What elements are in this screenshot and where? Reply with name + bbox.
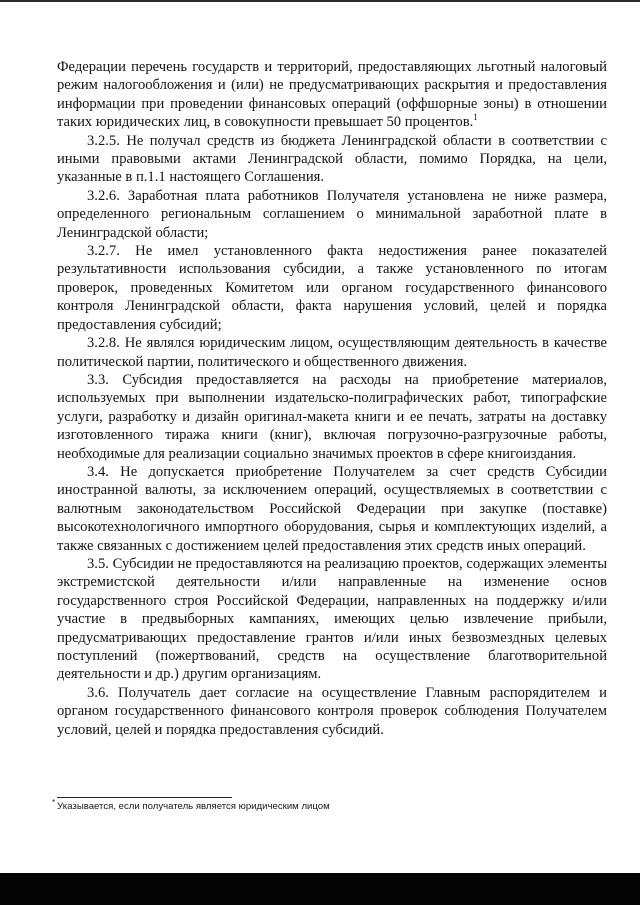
scan-bottom-band — [0, 873, 640, 905]
document-body — [57, 58, 607, 739]
paragraph-offshore: Федерации перечень государств и территорий, предоставляющих льготный налоговый режим налогообложения и (или) не предусматривающих раскрытия и предоставления информации при проведении финансовых операций (оффшорные зоны) в отношении таких юридических лиц, в совокупности превышает 50 процентов.$^1$ — [57, 59, 607, 131]
footnote-reference: 1 — [473, 112, 478, 123]
footnote-text: Указывается, если получатель является юридическим лицом — [57, 801, 330, 812]
paragraph-3-2-5: 3.2.5. Не получал средств из бюджета Ленинградской области в соответствии с иными правовыми актами Ленинградской области, помимо Порядка, на цели, указанные в п.1.1 настоящего Соглашения. — [57, 132, 607, 186]
paragraph-3-2-8: 3.2.8. Не являлся юридическим лицом, осуществляющим деятельность в качестве политической партии, политического и общественного движения. — [57, 335, 607, 370]
paragraph-3-2-7: 3.2.7. Не имел установленного факта недостижения ранее показателей результативности использования субсидии, а также установленного по итогам проверок, проведенных Комитетом или органом государственного финансового контроля Ленинградской области, факта нарушения условий, целей и порядка предоставления субсидий; — [57, 243, 607, 333]
paragraph-3-4: 3.4. Не допускается приобретение Получателем за счет средств Субсидии иностранной валюты, за исключением операций, осуществляемых в соответствии с валютным законодательством Российской Федерации при закупке (поставке) высокотехнологичного импортного оборудования, сырья и комплектующих изделий, а также связанных с достижением целей предоставления этих средств иных операций. — [57, 463, 607, 554]
paragraph-3-5: 3.5. Субсидии не предоставляются на реализацию проектов, содержащих элементы экстремистской деятельности и/или направленные на изменение основ государственного строя Российской Федерации, направленных на поддержку и/или участие в предвыборных кампаниях, имеющих целью извлечение прибыли, предусматривающих предоставление грантов и/или иных безвозмездных целевых поступлений (пожертвований, средств на осуществление благотворительной деятельности и др.) другим организациям. — [57, 555, 607, 683]
footnote — [52, 797, 572, 813]
footnote-divider — [57, 797, 232, 798]
paragraph-3-6: 3.6. Получатель дает согласие на осуществление Главным распорядителем и органом государственного финансового контроля проверок соблюдения Получателем условий, целей и порядка предоставления субсидий. — [57, 684, 607, 738]
footnote-mark: * — [52, 797, 56, 807]
paragraph-3-3: 3.3. Субсидия предоставляется на расходы на приобретение материалов, используемых при выполнении издательско-полиграфических работ, типографские услуги, разработку и дизайн оригинал-макета книги и ее печать, затраты на доставку изготовленного тиража книги (книг), включая погрузочно-разгрузочные работы, необходимые для реализации социально значимых проектов в сфере книгоиздания. — [57, 371, 607, 462]
scan-top-edge — [0, 0, 640, 2]
paragraph-3-2-6: 3.2.6. Заработная плата работников Получателя установлена не ниже размера, определенного региональным соглашением о минимальной заработной плате в Ленинградской области; — [57, 187, 607, 241]
